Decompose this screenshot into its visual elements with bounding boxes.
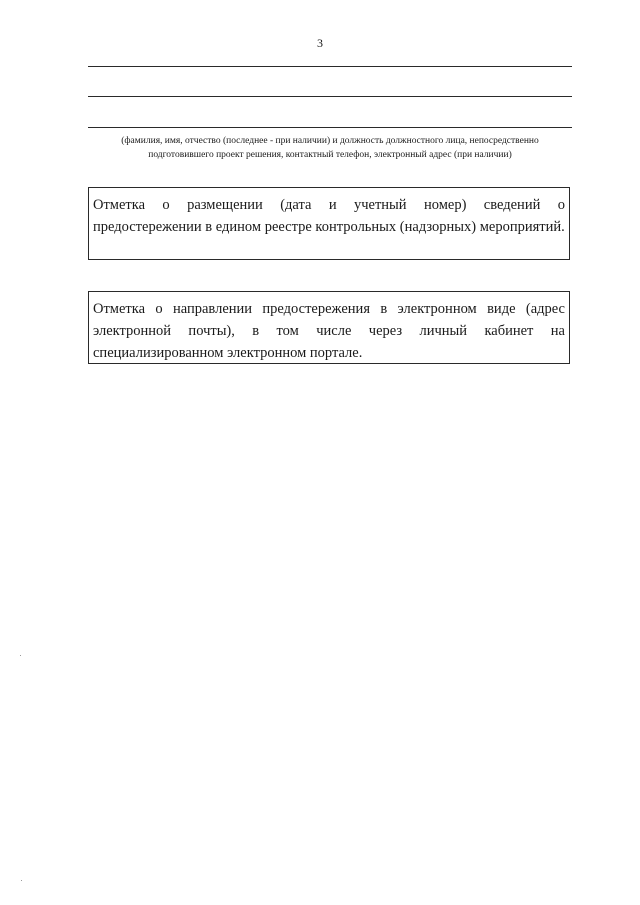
scan-speck: [20, 655, 21, 656]
signature-caption-line: (фамилия, имя, отчество (последнее - при наличии) и должность должностного лица, непосредственно: [121, 136, 539, 146]
electronic-note-box: Отметка о направлении предостережения в электронном виде (адрес электронной почты), в том числе через личный кабинет на специализированном электронном портале.: [88, 291, 570, 364]
scan-speck: [21, 880, 22, 881]
signature-caption-line: подготовившего проект решения, контактный телефон, электронный адрес (при наличии): [148, 150, 512, 160]
signature-blank-line: [88, 96, 572, 97]
page-number: 3: [317, 36, 323, 50]
signature-blank-line: [88, 127, 572, 128]
signature-caption: [80, 134, 580, 162]
registry-note-box: Отметка о размещении (дата и учетный номер) сведений о предостережении в едином реестре контрольных (надзорных) мероприятий.: [88, 187, 570, 260]
signature-blank-line: [88, 66, 572, 67]
